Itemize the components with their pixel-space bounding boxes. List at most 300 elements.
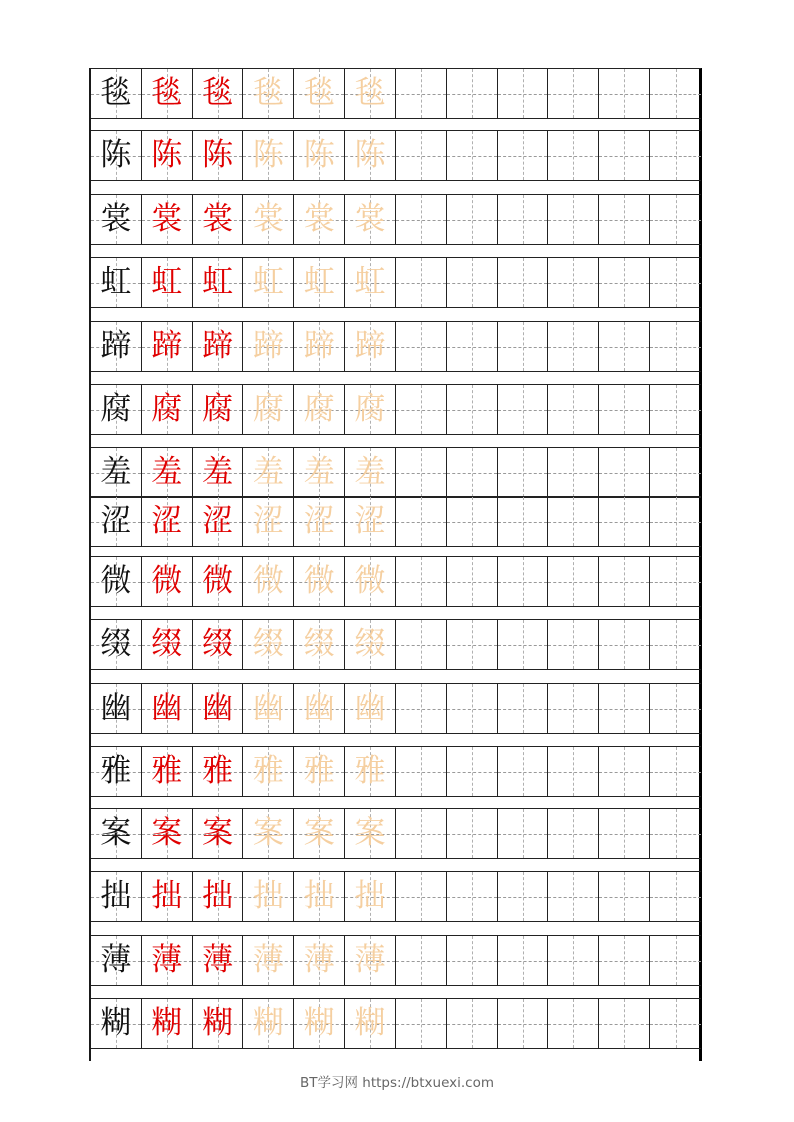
cell-blank [650, 936, 701, 985]
cell-blank [599, 809, 650, 858]
cell-trace [345, 258, 396, 307]
cell-trace [294, 448, 345, 497]
character-trace: 糊 [303, 1005, 335, 1041]
character-red: 陈 [202, 137, 234, 173]
worksheet-frame [89, 68, 702, 1061]
cell-model [91, 872, 142, 921]
cell-trace [345, 557, 396, 606]
cell-red [193, 195, 244, 244]
character-trace: 雅 [303, 753, 335, 789]
cell-blank [498, 936, 549, 985]
character-red: 蹄 [151, 328, 183, 364]
cell-blank [650, 999, 701, 1048]
character-model: 糊 [100, 1005, 132, 1041]
cell-blank [447, 872, 498, 921]
cell-trace [294, 936, 345, 985]
cell-blank [599, 69, 650, 118]
character-trace: 微 [252, 563, 284, 599]
cell-model [91, 557, 142, 606]
cell-red [142, 195, 193, 244]
cell-red [142, 684, 193, 733]
cell-blank [498, 557, 549, 606]
cell-blank [650, 557, 701, 606]
character-red: 羞 [202, 454, 234, 490]
cell-blank [548, 999, 599, 1048]
cell-red [193, 999, 244, 1048]
cell-model [91, 497, 142, 546]
cell-red [142, 258, 193, 307]
character-model: 裳 [100, 201, 132, 237]
practice-row [91, 935, 701, 986]
character-model: 涩 [100, 503, 132, 539]
cell-trace [243, 195, 294, 244]
cell-trace [243, 258, 294, 307]
character-trace: 幽 [252, 690, 284, 726]
cell-trace [243, 131, 294, 180]
practice-row [91, 746, 701, 797]
character-trace: 腐 [252, 391, 284, 427]
character-model: 案 [100, 815, 132, 851]
cell-trace [243, 385, 294, 434]
character-red: 羞 [151, 454, 183, 490]
cell-blank [650, 448, 701, 497]
cell-model [91, 385, 142, 434]
character-red: 腐 [151, 391, 183, 427]
practice-row [91, 998, 701, 1049]
practice-row [91, 384, 701, 435]
cell-blank [498, 385, 549, 434]
character-trace: 雅 [354, 753, 386, 789]
cell-blank [599, 131, 650, 180]
cell-blank [498, 497, 549, 546]
cell-blank [396, 684, 447, 733]
cell-blank [599, 557, 650, 606]
cell-red [193, 322, 244, 371]
cell-blank [447, 322, 498, 371]
character-trace: 幽 [303, 690, 335, 726]
character-model: 拙 [100, 878, 132, 914]
cell-red [142, 620, 193, 669]
cell-blank [599, 872, 650, 921]
cell-blank [599, 747, 650, 796]
character-trace: 羞 [354, 454, 386, 490]
cell-blank [498, 322, 549, 371]
cell-trace [345, 69, 396, 118]
cell-blank [396, 557, 447, 606]
cell-trace [345, 322, 396, 371]
character-trace: 虹 [303, 264, 335, 300]
character-trace: 案 [252, 815, 284, 851]
cell-trace [243, 557, 294, 606]
cell-blank [599, 936, 650, 985]
cell-blank [498, 999, 549, 1048]
character-trace: 裳 [303, 201, 335, 237]
cell-blank [396, 448, 447, 497]
character-trace: 羞 [303, 454, 335, 490]
cell-trace [243, 322, 294, 371]
character-trace: 陈 [354, 137, 386, 173]
character-trace: 拙 [354, 878, 386, 914]
cell-blank [396, 936, 447, 985]
cell-blank [396, 69, 447, 118]
character-red: 糊 [151, 1005, 183, 1041]
character-red: 案 [202, 815, 234, 851]
character-trace: 裳 [354, 201, 386, 237]
cell-red [142, 69, 193, 118]
cell-red [142, 497, 193, 546]
cell-red [142, 747, 193, 796]
cell-blank [447, 999, 498, 1048]
character-model: 虹 [100, 264, 132, 300]
cell-trace [243, 497, 294, 546]
character-trace: 腐 [303, 391, 335, 427]
cell-trace [345, 620, 396, 669]
character-red: 虹 [151, 264, 183, 300]
cell-trace [345, 131, 396, 180]
practice-row [91, 496, 701, 547]
cell-trace [243, 809, 294, 858]
cell-trace [294, 385, 345, 434]
cell-red [193, 809, 244, 858]
character-trace: 缀 [252, 626, 284, 662]
cell-blank [447, 497, 498, 546]
cell-blank [650, 322, 701, 371]
cell-model [91, 809, 142, 858]
character-trace: 裳 [252, 201, 284, 237]
character-model: 雅 [100, 753, 132, 789]
cell-trace [243, 936, 294, 985]
practice-row [91, 68, 701, 119]
cell-model [91, 195, 142, 244]
character-trace: 幽 [354, 690, 386, 726]
cell-red [193, 258, 244, 307]
cell-blank [548, 69, 599, 118]
cell-trace [294, 322, 345, 371]
cell-blank [650, 747, 701, 796]
cell-blank [650, 620, 701, 669]
cell-blank [548, 557, 599, 606]
cell-blank [548, 497, 599, 546]
cell-blank [548, 131, 599, 180]
cell-blank [396, 620, 447, 669]
character-red: 案 [151, 815, 183, 851]
cell-trace [345, 747, 396, 796]
character-trace: 陈 [303, 137, 335, 173]
cell-blank [548, 322, 599, 371]
cell-trace [294, 747, 345, 796]
cell-trace [243, 69, 294, 118]
cell-trace [345, 448, 396, 497]
character-model: 陈 [100, 137, 132, 173]
cell-trace [345, 936, 396, 985]
cell-blank [447, 195, 498, 244]
cell-blank [599, 999, 650, 1048]
character-trace: 缀 [303, 626, 335, 662]
cell-trace [345, 195, 396, 244]
character-trace: 涩 [354, 503, 386, 539]
cell-model [91, 322, 142, 371]
character-red: 蹄 [202, 328, 234, 364]
cell-trace [243, 684, 294, 733]
cell-red [142, 936, 193, 985]
cell-blank [396, 195, 447, 244]
cell-blank [498, 448, 549, 497]
cell-blank [548, 448, 599, 497]
character-trace: 虹 [354, 264, 386, 300]
character-trace: 缀 [354, 626, 386, 662]
cell-trace [345, 684, 396, 733]
cell-model [91, 684, 142, 733]
character-trace: 薄 [303, 942, 335, 978]
cell-blank [396, 322, 447, 371]
cell-trace [294, 497, 345, 546]
cell-blank [447, 258, 498, 307]
cell-blank [548, 258, 599, 307]
character-model: 蹄 [100, 328, 132, 364]
cell-blank [548, 195, 599, 244]
character-red: 拙 [151, 878, 183, 914]
character-trace: 蹄 [354, 328, 386, 364]
cell-trace [294, 999, 345, 1048]
character-trace: 雅 [252, 753, 284, 789]
practice-row [91, 257, 701, 308]
cell-blank [396, 385, 447, 434]
cell-red [193, 620, 244, 669]
cell-blank [396, 747, 447, 796]
cell-red [193, 936, 244, 985]
cell-blank [548, 936, 599, 985]
cell-model [91, 999, 142, 1048]
cell-blank [498, 747, 549, 796]
cell-red [142, 448, 193, 497]
cell-red [193, 747, 244, 796]
character-trace: 涩 [303, 503, 335, 539]
character-trace: 羞 [252, 454, 284, 490]
character-trace: 糊 [252, 1005, 284, 1041]
character-trace: 虹 [252, 264, 284, 300]
cell-blank [599, 684, 650, 733]
character-red: 幽 [202, 690, 234, 726]
character-trace: 蹄 [252, 328, 284, 364]
cell-trace [243, 872, 294, 921]
cell-blank [447, 69, 498, 118]
cell-blank [396, 258, 447, 307]
cell-trace [345, 999, 396, 1048]
cell-blank [447, 385, 498, 434]
character-model: 缀 [100, 626, 132, 662]
character-red: 毯 [151, 75, 183, 111]
cell-blank [599, 448, 650, 497]
cell-blank [447, 936, 498, 985]
cell-blank [650, 131, 701, 180]
cell-trace [243, 620, 294, 669]
character-red: 缀 [202, 626, 234, 662]
cell-trace [243, 999, 294, 1048]
cell-trace [345, 809, 396, 858]
character-red: 陈 [151, 137, 183, 173]
cell-red [193, 448, 244, 497]
character-red: 拙 [202, 878, 234, 914]
character-trace: 案 [354, 815, 386, 851]
cell-red [193, 69, 244, 118]
cell-red [142, 999, 193, 1048]
cell-model [91, 448, 142, 497]
cell-blank [447, 131, 498, 180]
cell-blank [650, 684, 701, 733]
cell-blank [396, 497, 447, 546]
cell-blank [447, 557, 498, 606]
cell-blank [548, 385, 599, 434]
cell-model [91, 620, 142, 669]
cell-trace [294, 557, 345, 606]
practice-row [91, 871, 701, 922]
cell-trace [294, 809, 345, 858]
cell-blank [498, 69, 549, 118]
character-red: 微 [151, 563, 183, 599]
cell-blank [498, 809, 549, 858]
character-trace: 腐 [354, 391, 386, 427]
character-red: 薄 [202, 942, 234, 978]
character-red: 薄 [151, 942, 183, 978]
character-trace: 微 [303, 563, 335, 599]
cell-blank [650, 497, 701, 546]
practice-row [91, 447, 701, 498]
character-red: 缀 [151, 626, 183, 662]
cell-trace [243, 448, 294, 497]
cell-red [142, 872, 193, 921]
cell-model [91, 69, 142, 118]
cell-red [193, 497, 244, 546]
cell-blank [650, 69, 701, 118]
practice-row [91, 683, 701, 734]
character-trace: 薄 [354, 942, 386, 978]
character-red: 涩 [202, 503, 234, 539]
character-red: 雅 [151, 753, 183, 789]
cell-red [142, 809, 193, 858]
cell-blank [447, 809, 498, 858]
cell-blank [447, 684, 498, 733]
character-trace: 毯 [252, 75, 284, 111]
cell-model [91, 258, 142, 307]
character-model: 薄 [100, 942, 132, 978]
cell-blank [548, 809, 599, 858]
character-trace: 拙 [252, 878, 284, 914]
cell-red [142, 557, 193, 606]
cell-trace [294, 131, 345, 180]
cell-model [91, 936, 142, 985]
cell-red [142, 131, 193, 180]
cell-red [193, 131, 244, 180]
character-red: 裳 [202, 201, 234, 237]
cell-trace [294, 620, 345, 669]
cell-blank [548, 620, 599, 669]
character-red: 毯 [202, 75, 234, 111]
character-red: 微 [202, 563, 234, 599]
character-model: 腐 [100, 391, 132, 427]
character-trace: 微 [354, 563, 386, 599]
cell-red [193, 385, 244, 434]
cell-blank [498, 872, 549, 921]
cell-blank [498, 195, 549, 244]
character-trace: 案 [303, 815, 335, 851]
character-red: 裳 [151, 201, 183, 237]
cell-blank [599, 385, 650, 434]
footer-watermark: BT学习网 https://btxuexi.com [299, 1075, 495, 1091]
cell-blank [650, 385, 701, 434]
cell-blank [548, 872, 599, 921]
cell-blank [447, 620, 498, 669]
cell-trace [294, 69, 345, 118]
cell-model [91, 131, 142, 180]
cell-blank [396, 131, 447, 180]
cell-blank [548, 684, 599, 733]
cell-red [142, 385, 193, 434]
character-trace: 蹄 [303, 328, 335, 364]
character-red: 涩 [151, 503, 183, 539]
practice-row [91, 321, 701, 372]
cell-blank [396, 872, 447, 921]
character-trace: 毯 [354, 75, 386, 111]
character-model: 幽 [100, 690, 132, 726]
cell-blank [396, 809, 447, 858]
character-red: 雅 [202, 753, 234, 789]
cell-blank [396, 999, 447, 1048]
cell-trace [294, 684, 345, 733]
character-model: 微 [100, 563, 132, 599]
cell-blank [498, 131, 549, 180]
cell-blank [650, 872, 701, 921]
character-red: 糊 [202, 1005, 234, 1041]
cell-trace [345, 385, 396, 434]
cell-red [193, 872, 244, 921]
character-trace: 薄 [252, 942, 284, 978]
cell-red [193, 557, 244, 606]
cell-blank [498, 620, 549, 669]
cell-blank [599, 620, 650, 669]
practice-row [91, 130, 701, 181]
cell-red [142, 322, 193, 371]
character-red: 虹 [202, 264, 234, 300]
character-trace: 陈 [252, 137, 284, 173]
cell-trace [345, 872, 396, 921]
character-model: 毯 [100, 75, 132, 111]
cell-trace [243, 747, 294, 796]
cell-blank [447, 448, 498, 497]
practice-row [91, 556, 701, 607]
cell-blank [650, 195, 701, 244]
cell-blank [650, 809, 701, 858]
cell-trace [294, 872, 345, 921]
cell-blank [447, 747, 498, 796]
cell-blank [599, 258, 650, 307]
cell-blank [498, 258, 549, 307]
cell-blank [599, 322, 650, 371]
cell-model [91, 747, 142, 796]
cell-blank [548, 747, 599, 796]
cell-trace [345, 497, 396, 546]
cell-trace [294, 258, 345, 307]
character-trace: 毯 [303, 75, 335, 111]
character-trace: 涩 [252, 503, 284, 539]
cell-blank [599, 195, 650, 244]
character-model: 羞 [100, 454, 132, 490]
cell-blank [599, 497, 650, 546]
cell-blank [650, 258, 701, 307]
practice-row [91, 619, 701, 670]
practice-row [91, 808, 701, 859]
cell-trace [294, 195, 345, 244]
character-red: 腐 [202, 391, 234, 427]
